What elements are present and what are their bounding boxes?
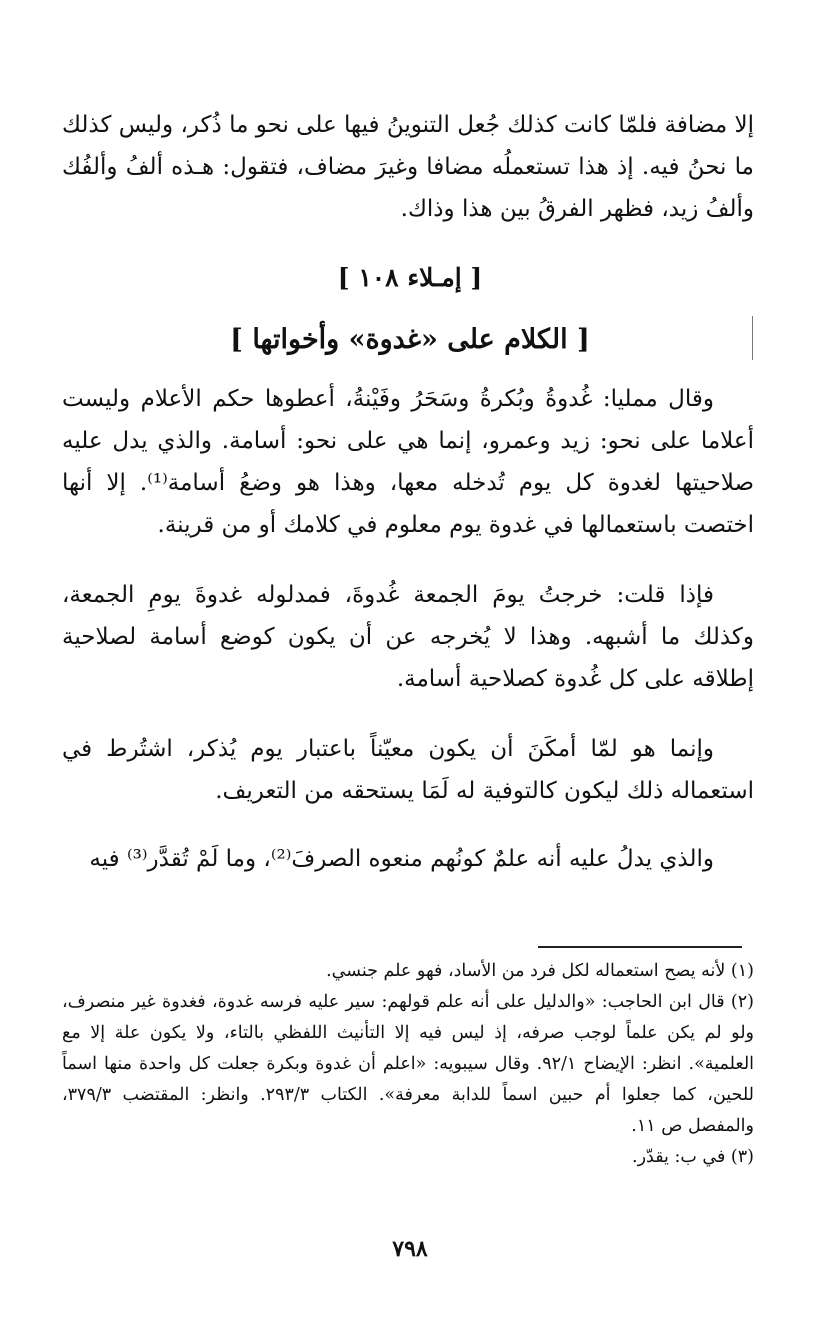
footnote-2: (٢) قال ابن الحاجب: «والدليل على أنه علم قولهم: سير عليه فرسه غدوة، فغدوة غير منصرف، ولو لم يكن علماً لوجب صرفه، إذ ليس فيه إلا التأنيث اللفظي بالتاء، ولا يكون علة إلا مع العلمية». انظر: الإيضاح ٩٢/١. وقال سيبويه: «اعلم أن غدوة وبكرة جعلت كل واحدة منها اسماً للحين، كما جعلوا أم حبين اسماً للدابة معرفة». الكتاب ٢٩٣/٣. وانظر: المقتضب ٣٧٩/٣، والمفصل ص ١١. xyxy=(62,992,755,1136)
dictation-heading: [ إمـلاء ١٠٨ ] xyxy=(337,263,483,292)
footnote-separator xyxy=(538,946,742,948)
paragraph-evidence xyxy=(62,838,754,880)
footnote-1: (١) لأنه يصح استعماله لكل فرد من الأساد، فهو علم جنسي. xyxy=(326,961,754,981)
page-number: ٧٩٨ xyxy=(392,1236,428,1262)
paragraph-ghudwa-text: وقال ممليا: غُدوةُ وبُكرةُ وسَحَرُ وفَيْنةُ، أعطوها حكم الأعلام وليست أعلاما على نحو: زيد وعمرو، إنما هي على نحو: أسامة. والذي يدل عليه صلاحيتها لغدوة كل يوم تُدخله معها، وهذا هو وضعُ أسامة⁽¹⁾. إلا أنها اختصت باستعمالها في غدوة يوم معلوم في كلامك أو من قرينة. xyxy=(62,386,754,538)
paragraph-ghudwa xyxy=(62,378,754,546)
footnotes xyxy=(62,956,754,1173)
section-heading: [ الكلام على «غدوة» وأخواتها ] xyxy=(230,324,590,355)
paragraph-example-text: فإذا قلت: خرجتُ يومَ الجمعة غُدوةَ، فمدلوله غدوةَ يومِ الجمعة، وكذلك ما أشبهه. وهذا لا يُخرجه عن أن يكون كوضع أسامة لصلاحية إطلاقه على كل غُدوة كصلاحية أسامة. xyxy=(62,582,754,692)
paragraph-evidence-text: والذي يدلُ عليه أنه علمٌ كونُهم منعوه الصرفَ⁽²⁾، وما لَمْ تُقدَّر⁽³⁾ فيه xyxy=(89,846,714,872)
paragraph-condition xyxy=(62,728,754,812)
paragraph-example xyxy=(62,574,754,700)
paragraph-condition-text: وإنما هو لمّا أمكَنَ أن يكون معيّناً باعتبار يوم يُذكر، اشتُرط في استعماله ذلك ليكون كالتوفية له لَمَا يستحقه من التعريف. xyxy=(62,736,754,804)
paragraph-continuation: إلا مضافة فلمّا كانت كذلك جُعل التنوينُ فيها على نحو ما ذُكر، وليس كذلك ما نحنُ فيه. إذ هذا تستعملُه مضافا وغيرَ مضاف، فتقول: هـذه ألفُ وألفُك وألفُ زيد، فظهر الفرقُ بين هذا وذاك. xyxy=(62,112,754,222)
footnote-3: (٣) في ب: يقدّر. xyxy=(632,1147,754,1167)
